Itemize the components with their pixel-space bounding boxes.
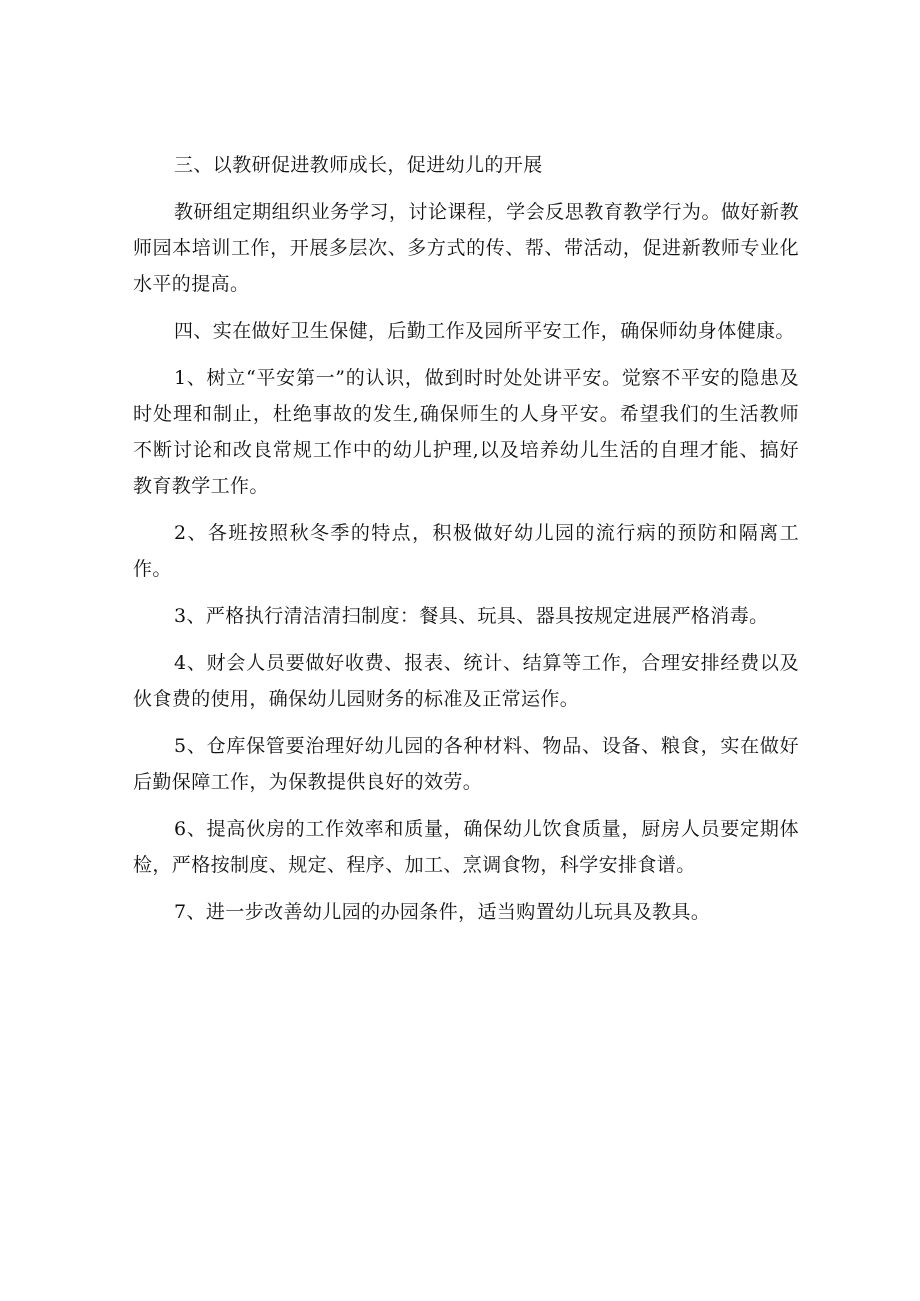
list-item-7: 7、进一步改善幼儿园的办园条件，适当购置幼儿玩具及教具。 — [174, 901, 711, 923]
list-item-4: 4、财会人员要做好收费、报表、统计、结算等工作，合理安排经费以及伙食费的使用，确保幼儿园财务的标准及正常运作。 — [133, 652, 799, 710]
document-content — [133, 147, 799, 930]
list-item-1: 1、树立“平安第一”的认识，做到时时处处讲平安。觉察不平安的隐患及时处理和制止，杜绝事故的发生,确保师生的人身平安。希望我们的生活教师不断讨论和改良常规工作中的幼儿护理,以及培养幼儿生活的自理才能、搞好教育教学工作。 — [133, 367, 799, 497]
list-item-2: 2、各班按照秋冬季的特点，积极做好幼儿园的流行病的预防和隔离工作。 — [133, 522, 799, 580]
section-3-heading: 三、以教研促进教师成长，促进幼儿的开展 — [174, 154, 543, 176]
section-3-body: 教研组定期组织业务学习，讨论课程，学会反思教育教学行为。做好新教师园本培训工作，开展多层次、多方式的传、帮、带活动，促进新教师专业化水平的提高。 — [133, 201, 799, 295]
list-item-5: 5、仓库保管要治理好幼儿园的各种材料、物品、设备、粮食，实在做好后勤保障工作，为保教提供良好的效劳。 — [133, 735, 799, 793]
list-item-3: 3、严格执行清洁清扫制度：餐具、玩具、器具按规定进展严格消毒。 — [174, 605, 769, 627]
section-4-heading: 四、实在做好卫生保健，后勤工作及园所平安工作，确保师幼身体健康。 — [174, 320, 795, 342]
list-item-6: 6、提高伙房的工作效率和质量，确保幼儿饮食质量，厨房人员要定期体检，严格按制度、规定、程序、加工、烹调食物，科学安排食谱。 — [133, 818, 799, 876]
